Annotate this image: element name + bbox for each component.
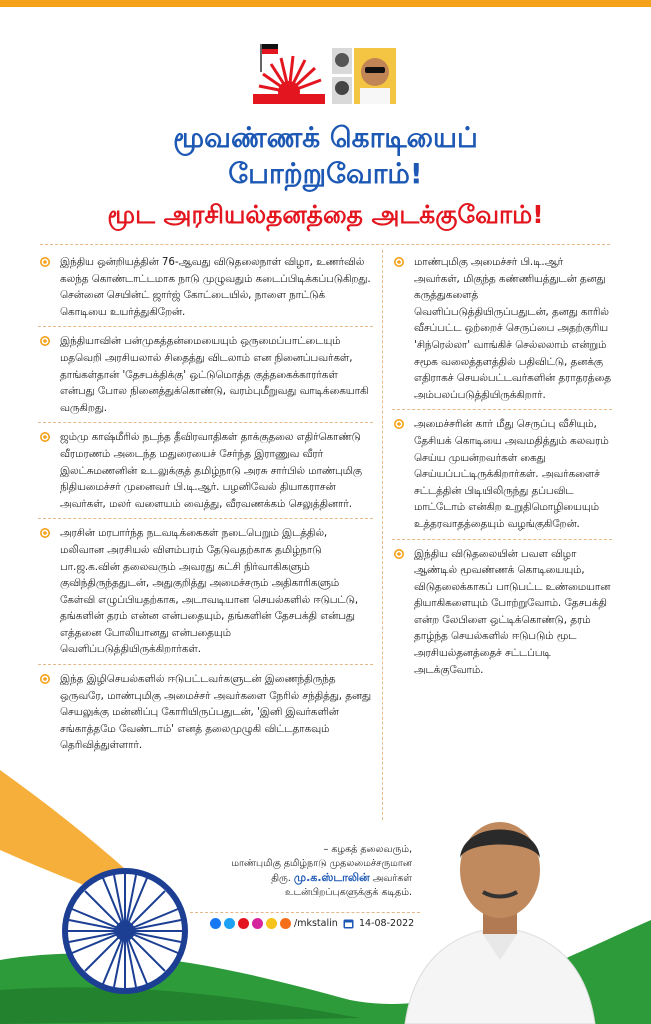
instagram-icon	[252, 918, 263, 929]
signoff-name: மு.க.ஸ்டாலின்	[293, 871, 370, 884]
list-item-text: அமைச்சரின் கார் மீது செருப்பு வீசியும், தேசியக் கொடியை அவமதித்தும் கலவரம் செய்ய முயன்றவர்கள் கைது செய்யப்பட்டிருக்கிறார்கள். அவர்களைச் சட்டத்தின் பிடியிலிருந்து தப்பவிட மாட்டோம் என்கிற உறுதிமொழியையும் உத்தரவாதத்தையும் வழங்குகிறேன்.	[414, 418, 609, 530]
list-item-text: இந்தியாவின் பன்முகத்தன்மையையும் ஒருமைப்பாட்டையும் மதவெறி அரசியலால் சிதைத்து விடலாம் என நினைப்பவர்கள், தாங்கள்தான் 'தேசபக்திக்கு' ஒட்டுமொத்த குத்தகைக்காரர்கள் என்பது போல நினைத்துக்கொண்டு, வரம்புமீறுவது வாடிக்கையாகி வருகிறது.	[60, 335, 369, 414]
right-column	[392, 254, 612, 690]
signoff-suffix: அவர்கள்	[372, 873, 412, 884]
bullet-icon	[394, 549, 404, 559]
list-item-text: இந்திய விடுதலையின் பவள விழா ஆண்டில் மூவண்ணக் கொடியையும், விடுதலைக்காகப் பாடுபட்ட உண்மையான தியாகிகளையும் போற்றுவோம். தேசபக்தி என்ற லேபிளை ஒட்டிக்கொண்டு, தரம் தாழ்ந்த செயல்களில் ஈடுபடும் மூட அரசியல்தனத்தைச் சட்டப்படி அடக்குவோம்.	[414, 547, 611, 676]
signoff-name-line	[160, 871, 412, 886]
bullet-icon	[40, 336, 50, 346]
bullet-icon	[40, 528, 50, 538]
youtube-icon	[238, 918, 249, 929]
list-item-text: மாண்புமிகு அமைச்சர் பி.டி.ஆர் அவர்கள், மிகுந்த கண்ணியத்துடன் தனது கருத்துகளைத் வெளிப்படுத்தியிருப்பதுடன், தனது காரில் வீசப்பட்ட ஒற்றைச் செருப்பை அதற்குரிய 'சிந்ரெல்லா' வாங்கிச் செல்லலாம் என்றும் சமூக வலைத்தளத்தில் பதிவிட்டு, தனக்கு எதிராகச் செயல்பட்டவர்களின் தராதரத்தை அம்பலப்படுத்தியிருக்கிறார்.	[414, 256, 611, 401]
content-top-divider	[40, 244, 610, 245]
facebook-icon	[210, 918, 221, 929]
date-text: 14-08-2022	[359, 918, 415, 929]
list-item-text: ஜம்மு காஷ்மீரில் நடந்த தீவிரவாதிகள் தாக்குதலை எதிர்கொண்டு வீரமரணம் அடைந்த மதுரையைச் சேர்ந்த இராணுவ வீரர் இலட்சுமணனின் உடலுக்குத் தமிழ்நாடு அரசு சார்பில் மாண்புமிகு நிதியமைச்சர் முனைவர் பி.டி.ஆர். பழனிவேல் தியாகராசன் அவர்கள், மலர் வளையம் வைத்து, வீரவணக்கம் செலுத்தினார்.	[60, 431, 362, 510]
bullet-icon	[394, 419, 404, 429]
koo-icon	[266, 918, 277, 929]
leader-portraits	[332, 48, 396, 104]
list-item	[38, 254, 373, 327]
list-item	[392, 546, 612, 685]
signoff-prefix: திரு.	[271, 873, 291, 884]
list-item	[392, 416, 612, 539]
list-item-text: இந்திய ஒன்றியத்தின் 76-ஆவது விடுதலைநாள் விழா, உணர்வில் கலந்த கொண்டாட்டமாக நாடு முழுவதும் கடைப்பிடிக்கப்படுகிறது. சென்னை செயின்ட் ஜார்ஜ் கோட்டையில், நாளை நாட்டுக் கொடியை உயர்த்துகிறேன்.	[60, 256, 371, 318]
bullet-icon	[40, 674, 50, 684]
main-title-line2: போற்றுவோம்!	[228, 157, 423, 190]
left-column	[38, 254, 373, 766]
bullet-icon	[394, 257, 404, 267]
social-handle-text: /mkstalin	[294, 918, 338, 929]
top-saffron-bar	[0, 0, 651, 7]
date-block	[343, 918, 414, 929]
footer-divider	[190, 912, 420, 913]
bullet-icon	[40, 432, 50, 442]
party-rising-sun-logo	[253, 42, 325, 104]
signoff-line1: – கழகத் தலைவரும்,	[323, 844, 412, 855]
signoff-block	[160, 843, 412, 900]
sharechat-icon	[280, 918, 291, 929]
bullet-icon	[40, 257, 50, 267]
twitter-icon	[224, 918, 235, 929]
list-item-text: அரசின் மரபார்ந்த நடவடிக்கைகள் நடைபெறும் இடத்தில், மலிவான அரசியல் விளம்பரம் தேடுவதற்காக தமிழ்நாடு பா.ஜ.க.வின் தலைவரும் அவரது கட்சி நிர்வாகிகளும் குவிந்திருந்ததுடன், அதுகுறித்து அமைச்சரும் அதிகாரிகளும் கேள்வி எழுப்பியதற்காக, அடாவடியான செயல்களில் ஈடுபட்டு, தங்களின் தரம் என்ன என்பதையும், தங்களின் தேசபக்தி என்பது எத்தனை போலியானது என்பதையும் வெளிப்படுத்தியிருக்கிறார்கள்.	[60, 527, 359, 656]
calendar-icon	[343, 918, 354, 929]
list-item	[38, 333, 373, 423]
list-item	[392, 254, 612, 410]
signoff-line2: மாண்புமிகு தமிழ்நாடு முதலமைச்சருமான	[231, 858, 412, 869]
list-item	[38, 429, 373, 519]
list-item	[38, 525, 373, 665]
list-item-text: இந்த இழிசெயல்களில் ஈடுபட்டவர்களுடன் இணைந்திருந்த ஒருவரே, மாண்புமிகு அமைச்சர் அவர்களை நேரில் சந்தித்து, தனது செயலுக்கு மன்னிப்பு கோரியிருப்பதுடன், 'இனி இவர்களின் சங்காத்தமே வேண்டாம்' எனத் தலைமுழுகி விட்டதாகவும் தெரிவித்துள்ளார்.	[60, 673, 371, 752]
subtitle: மூட அரசியல்தனத்தை அடக்குவோம்!	[107, 200, 544, 229]
social-handles	[210, 918, 338, 929]
signoff-line4: உடன்பிறப்புகளுக்குக் கடிதம்.	[284, 887, 412, 898]
main-title-line1: மூவண்ணக் கொடியைப்	[173, 121, 478, 154]
